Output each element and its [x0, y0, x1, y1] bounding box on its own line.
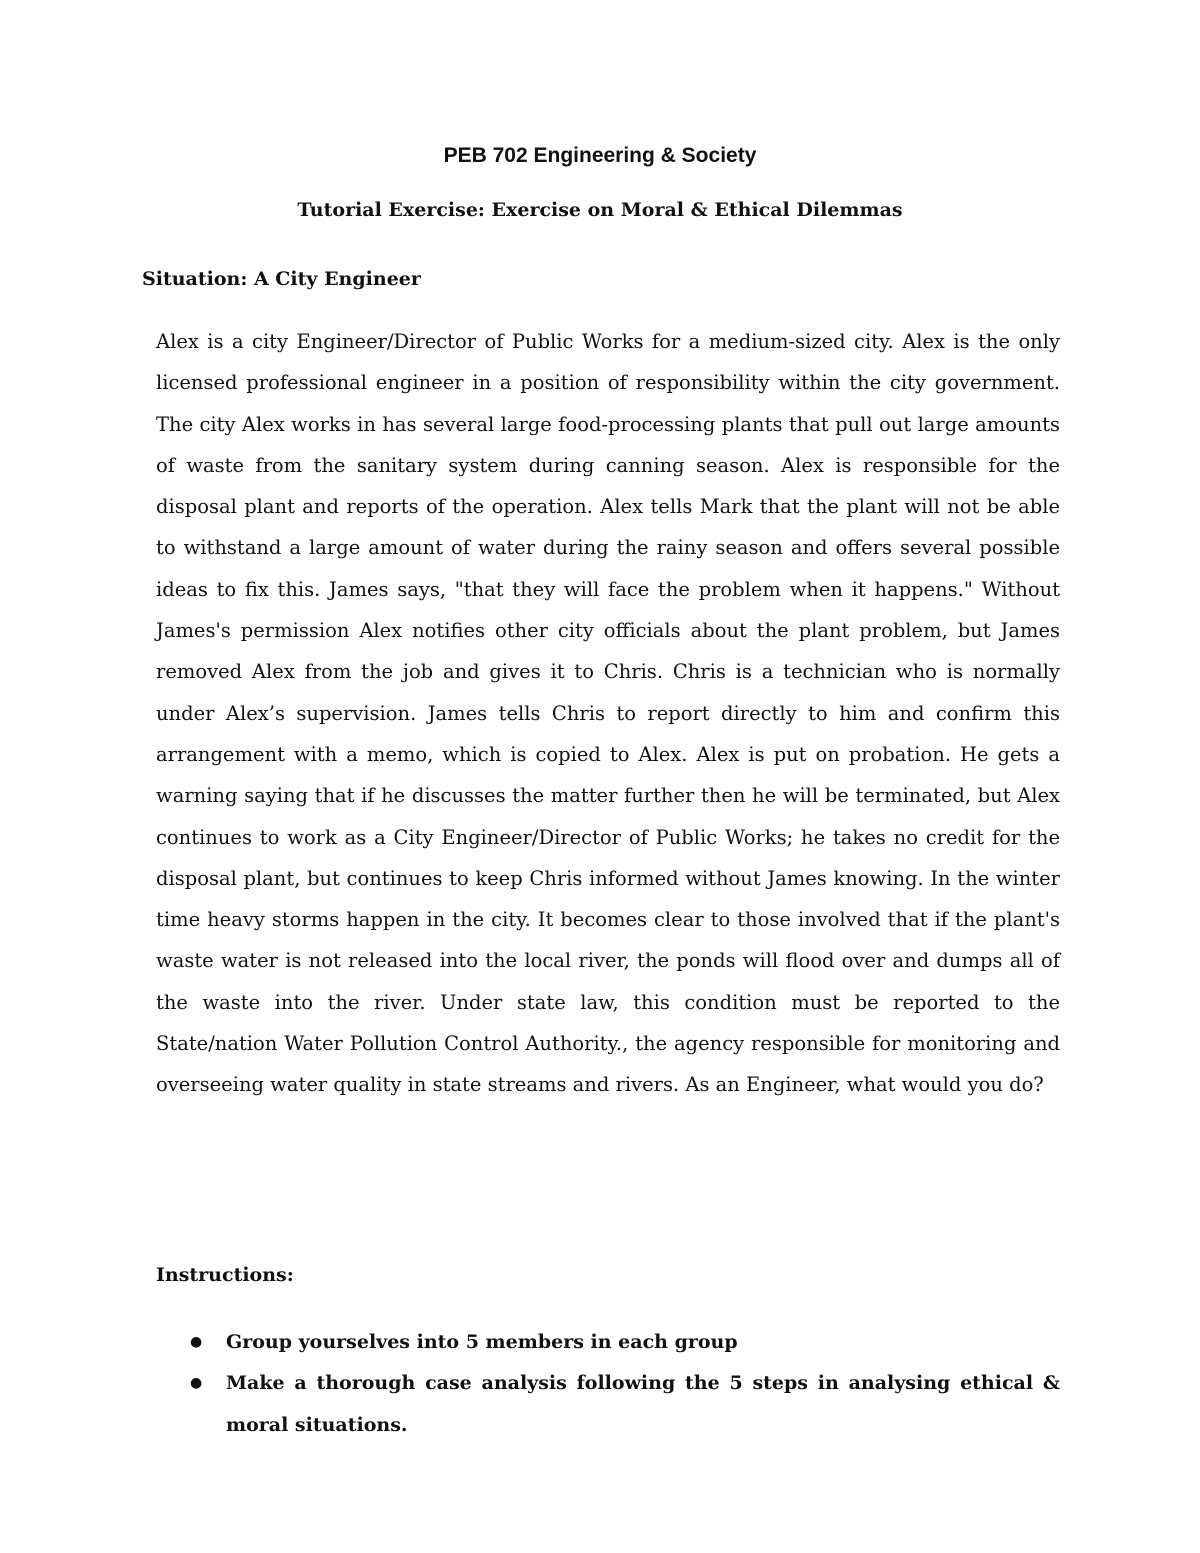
- situation-heading: Situation: A City Engineer: [142, 268, 421, 290]
- bullet-icon: ●: [190, 1334, 203, 1350]
- situation-paragraph: Alex is a city Engineer/Director of Public Works for a medium-sized city. Alex is the only licensed professional engineer in a position of responsibility within the city government. The city Alex works in has several large food-processing plants that pull out large amounts of waste from the sanitary system during canning season. Alex is responsible for the disposal plant and reports of the operation. Alex tells Mark that the plant will not be able to withstand a large amount of water during the rainy season and offers several possible ideas to fix this. James says, "that they will face the problem when it happens." Without James's permission Alex notifies other city officials about the plant problem, but James removed Alex from the job and gives it to Chris. Chris is a technician who is normally under Alex’s supervision. James tells Chris to report directly to him and confirm this arrangement with a memo, which is copied to Alex. Alex is put on probation. He gets a warning saying that if he discusses the matter further then he will be terminated, but Alex continues to work as a City Engineer/Director of Public Works; he takes no credit for the disposal plant, but continues to keep Chris informed without James knowing. In the winter time heavy storms happen in the city. It becomes clear to those involved that if the plant's waste water is not released into the local river, the ponds will flood over and dumps all of the waste into the river. Under state law, this condition must be reported to the State/nation Water Pollution Control Authority., the agency responsible for monitoring and overseeing water quality in state streams and rivers. As an Engineer, what would you do?: [156, 330, 1060, 1097]
- list-item-text: Make a thorough case analysis following the 5 steps in analysing ethical & moral situations.: [226, 1372, 1060, 1436]
- course-title: PEB 702 Engineering & Society: [443, 144, 757, 167]
- exercise-title: Tutorial Exercise: Exercise on Moral & Ethical Dilemmas: [297, 199, 903, 221]
- list-item: [156, 1322, 1060, 1363]
- list-item-text: Group yourselves into 5 members in each group: [226, 1331, 738, 1353]
- bullet-icon: ●: [190, 1375, 203, 1392]
- instructions-list: [156, 1322, 1060, 1446]
- list-item: [156, 1363, 1060, 1446]
- instructions-heading: Instructions:: [156, 1264, 294, 1286]
